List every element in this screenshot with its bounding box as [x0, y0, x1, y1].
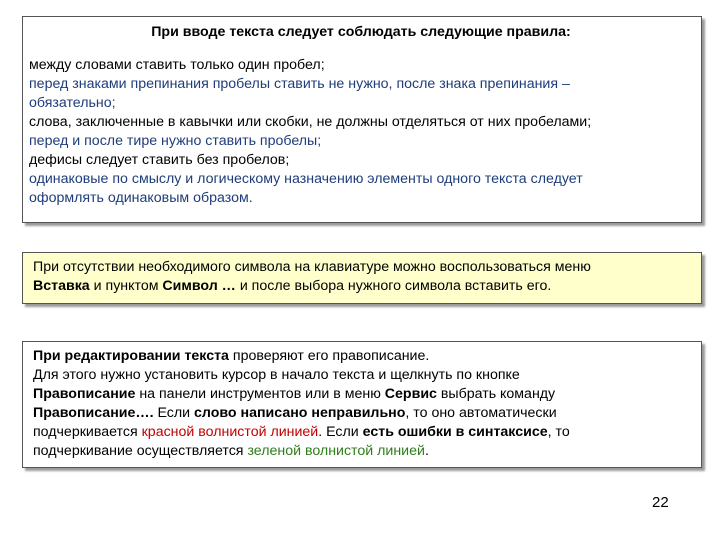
symbol-note-line-1: При отсутствии необходимого символа на клавиатуре можно воспользоваться меню: [33, 259, 591, 275]
rule-line-3: обязательно;: [29, 95, 116, 111]
rule-line-6: дефисы следует ставить без пробелов;: [29, 152, 290, 168]
editing-text-6a: подчеркивание осуществляется: [33, 443, 248, 459]
editing-text-4b: , то оно автоматически: [405, 405, 557, 421]
rule-line-2: перед знаками препинания пробелы ставить не нужно, после знака препинания –: [29, 76, 570, 92]
rules-title: При вводе текста следует соблюдать следующие правила:: [151, 24, 571, 40]
spelling-command-term: Правописание….: [33, 405, 154, 421]
editing-note-box: [22, 341, 702, 468]
rule-line-1: между словами ставить только один пробел;: [29, 57, 325, 73]
menu-insert-term: Вставка: [33, 278, 90, 294]
rule-line-4: слова, заключенные в кавычки или скобки, не должны отделяться от них пробелами;: [29, 114, 592, 130]
red-wavy-line-text: красной волнистой линией: [141, 424, 319, 440]
rule-line-5: перед и после тире нужно ставить пробелы;: [29, 133, 322, 149]
editing-text-3b: выбрать команду: [436, 386, 556, 402]
symbol-note-box: [22, 252, 702, 304]
editing-line-6: [33, 442, 693, 461]
symbol-note-text-1: и пунктом: [89, 278, 163, 294]
editing-text-1: проверяют его правописание.: [228, 348, 430, 364]
misspelled-term: слово написано неправильно: [194, 405, 406, 421]
rule-line-7: одинаковые по смыслу и логическому назначению элементы одного текста следует: [29, 171, 583, 187]
editing-text-5b: . Если: [318, 424, 363, 440]
editing-line-5: [33, 423, 693, 442]
editing-text-5a: подчеркивается: [33, 424, 142, 440]
editing-text-5c: , то: [547, 424, 570, 440]
editing-line-3: [33, 385, 693, 404]
symbol-note-text-2: и после выбора нужного символа вставить его.: [235, 278, 552, 294]
editing-text-3a: на панели инструментов или в меню: [135, 386, 385, 402]
editing-term: При редактировании текста: [33, 348, 229, 364]
service-menu-term: Сервис: [384, 386, 437, 402]
rules-box: [22, 16, 702, 223]
symbol-note-line-2: [33, 277, 693, 296]
syntax-errors-term: есть ошибки в синтаксисе: [362, 424, 548, 440]
green-wavy-line-text: зеленой волнистой линией: [247, 443, 425, 459]
editing-text-4a: Если: [153, 405, 194, 421]
editing-line-4: [33, 404, 693, 423]
rule-line-8: оформлять одинаковым образом.: [29, 190, 253, 206]
editing-line-2: Для этого нужно установить курсор в начало текста и щелкнуть по кнопке: [33, 367, 520, 383]
page-number: 22: [652, 494, 669, 511]
editing-text-6b: .: [424, 443, 429, 459]
menu-symbol-term: Символ …: [162, 278, 236, 294]
editing-line-1: [33, 347, 693, 366]
spelling-button-term: Правописание: [33, 386, 136, 402]
